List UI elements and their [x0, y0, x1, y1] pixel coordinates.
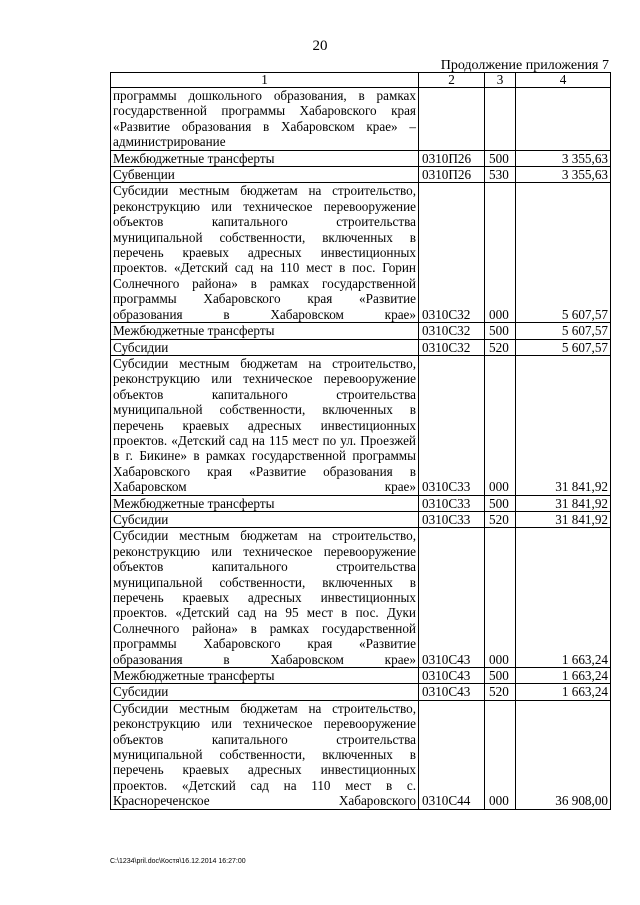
table-row	[111, 684, 611, 700]
column-header-1: 1	[111, 73, 419, 88]
column-header-4: 4	[516, 73, 611, 88]
code-cell: 0310С32	[419, 339, 485, 355]
amount-cell: 31 841,92	[516, 355, 611, 495]
table-row	[111, 700, 611, 809]
code-cell	[419, 88, 485, 151]
description-cell: Межбюджетные трансферты	[111, 495, 419, 511]
code-cell: 0310С33	[419, 355, 485, 495]
description-cell: программы дошкольного образования, в рамках государственной программы Хабаровского края «Развитие образования в Хабаровском крае» – администрирование	[111, 88, 419, 151]
subcode-cell: 520	[485, 684, 516, 700]
subcode-cell: 000	[485, 183, 516, 323]
column-header-2: 2	[419, 73, 485, 88]
description-cell: Субсидии местным бюджетам на строительство, реконструкцию или техническое перевооружение объектов капитального строительства муниципальной собственности, включенных в перечень краевых адресных инвестиционных проектов. «Детский сад на 110 мест в пос. Горин Солнечного района» в рамках государственной программы Хабаровского края «Развитие образования в Хабаровском крае»	[111, 183, 419, 323]
description-cell: Межбюджетные трансферты	[111, 323, 419, 339]
subcode-cell: 500	[485, 495, 516, 511]
code-cell: 0310С43	[419, 668, 485, 684]
table-row	[111, 528, 611, 668]
table-row	[111, 88, 611, 151]
table-row	[111, 323, 611, 339]
description-cell: Субсидии местным бюджетам на строительство, реконструкцию или техническое перевооружение объектов капитального строительства муниципальной собственности, включенных в перечень краевых адресных инвестиционных проектов. «Детский сад на 95 мест в пос. Дуки Солнечного района» в рамках государственной программы Хабаровского края «Развитие образования в Хабаровском крае»	[111, 528, 419, 668]
description-cell: Субвенции	[111, 167, 419, 183]
table-row	[111, 511, 611, 527]
description-cell: Субсидии	[111, 339, 419, 355]
budget-table	[110, 72, 611, 810]
description-cell: Межбюджетные трансферты	[111, 150, 419, 166]
subcode-cell	[485, 88, 516, 151]
file-path-footer: C:\1234\pril.doc\Костя\16.12.2014 16:27:00	[110, 858, 246, 865]
table-row	[111, 355, 611, 495]
amount-cell: 36 908,00	[516, 700, 611, 809]
description-cell: Субсидии	[111, 511, 419, 527]
code-cell: 0310С33	[419, 511, 485, 527]
code-cell: 0310С33	[419, 495, 485, 511]
column-header-3: 3	[485, 73, 516, 88]
description-cell: Субсидии местным бюджетам на строительство, реконструкцию или техническое перевооружение объектов капитального строительства муниципальной собственности, включенных в перечень краевых адресных инвестиционных проектов. «Детский сад на 110 мест в с. Краснореченское Хабаровского	[111, 700, 419, 809]
table-body	[111, 88, 611, 810]
amount-cell: 3 355,63	[516, 150, 611, 166]
code-cell: 0310П26	[419, 150, 485, 166]
amount-cell: 31 841,92	[516, 495, 611, 511]
table-row	[111, 167, 611, 183]
continuation-heading: Продолжение приложения 7	[440, 58, 609, 73]
page-number: 20	[312, 38, 328, 54]
code-cell: 0310С43	[419, 684, 485, 700]
amount-cell: 1 663,24	[516, 668, 611, 684]
amount-cell: 5 607,57	[516, 183, 611, 323]
description-cell: Межбюджетные трансферты	[111, 668, 419, 684]
code-cell: 0310С44	[419, 700, 485, 809]
code-cell: 0310С32	[419, 323, 485, 339]
table-row	[111, 183, 611, 323]
table-row	[111, 668, 611, 684]
amount-cell: 5 607,57	[516, 339, 611, 355]
subcode-cell: 500	[485, 150, 516, 166]
amount-cell	[516, 88, 611, 151]
table-row	[111, 495, 611, 511]
subcode-cell: 530	[485, 167, 516, 183]
subcode-cell: 000	[485, 700, 516, 809]
table-header-row	[111, 73, 611, 88]
table-row	[111, 150, 611, 166]
description-cell: Субсидии	[111, 684, 419, 700]
amount-cell: 31 841,92	[516, 511, 611, 527]
subcode-cell: 500	[485, 323, 516, 339]
amount-cell: 3 355,63	[516, 167, 611, 183]
code-cell: 0310С32	[419, 183, 485, 323]
code-cell: 0310С43	[419, 528, 485, 668]
table-row	[111, 339, 611, 355]
subcode-cell: 500	[485, 668, 516, 684]
subcode-cell: 520	[485, 511, 516, 527]
description-cell: Субсидии местным бюджетам на строительство, реконструкцию или техническое перевооружение объектов капитального строительства муниципальной собственности, включенных в перечень краевых адресных инвестиционных проектов. «Детский сад на 115 мест по ул. Проезжей в г. Бикине» в рамках государственной программы Хабаровского края «Развитие образования в Хабаровском крае»	[111, 355, 419, 495]
amount-cell: 5 607,57	[516, 323, 611, 339]
code-cell: 0310П26	[419, 167, 485, 183]
subcode-cell: 000	[485, 528, 516, 668]
subcode-cell: 520	[485, 339, 516, 355]
subcode-cell: 000	[485, 355, 516, 495]
amount-cell: 1 663,24	[516, 528, 611, 668]
amount-cell: 1 663,24	[516, 684, 611, 700]
